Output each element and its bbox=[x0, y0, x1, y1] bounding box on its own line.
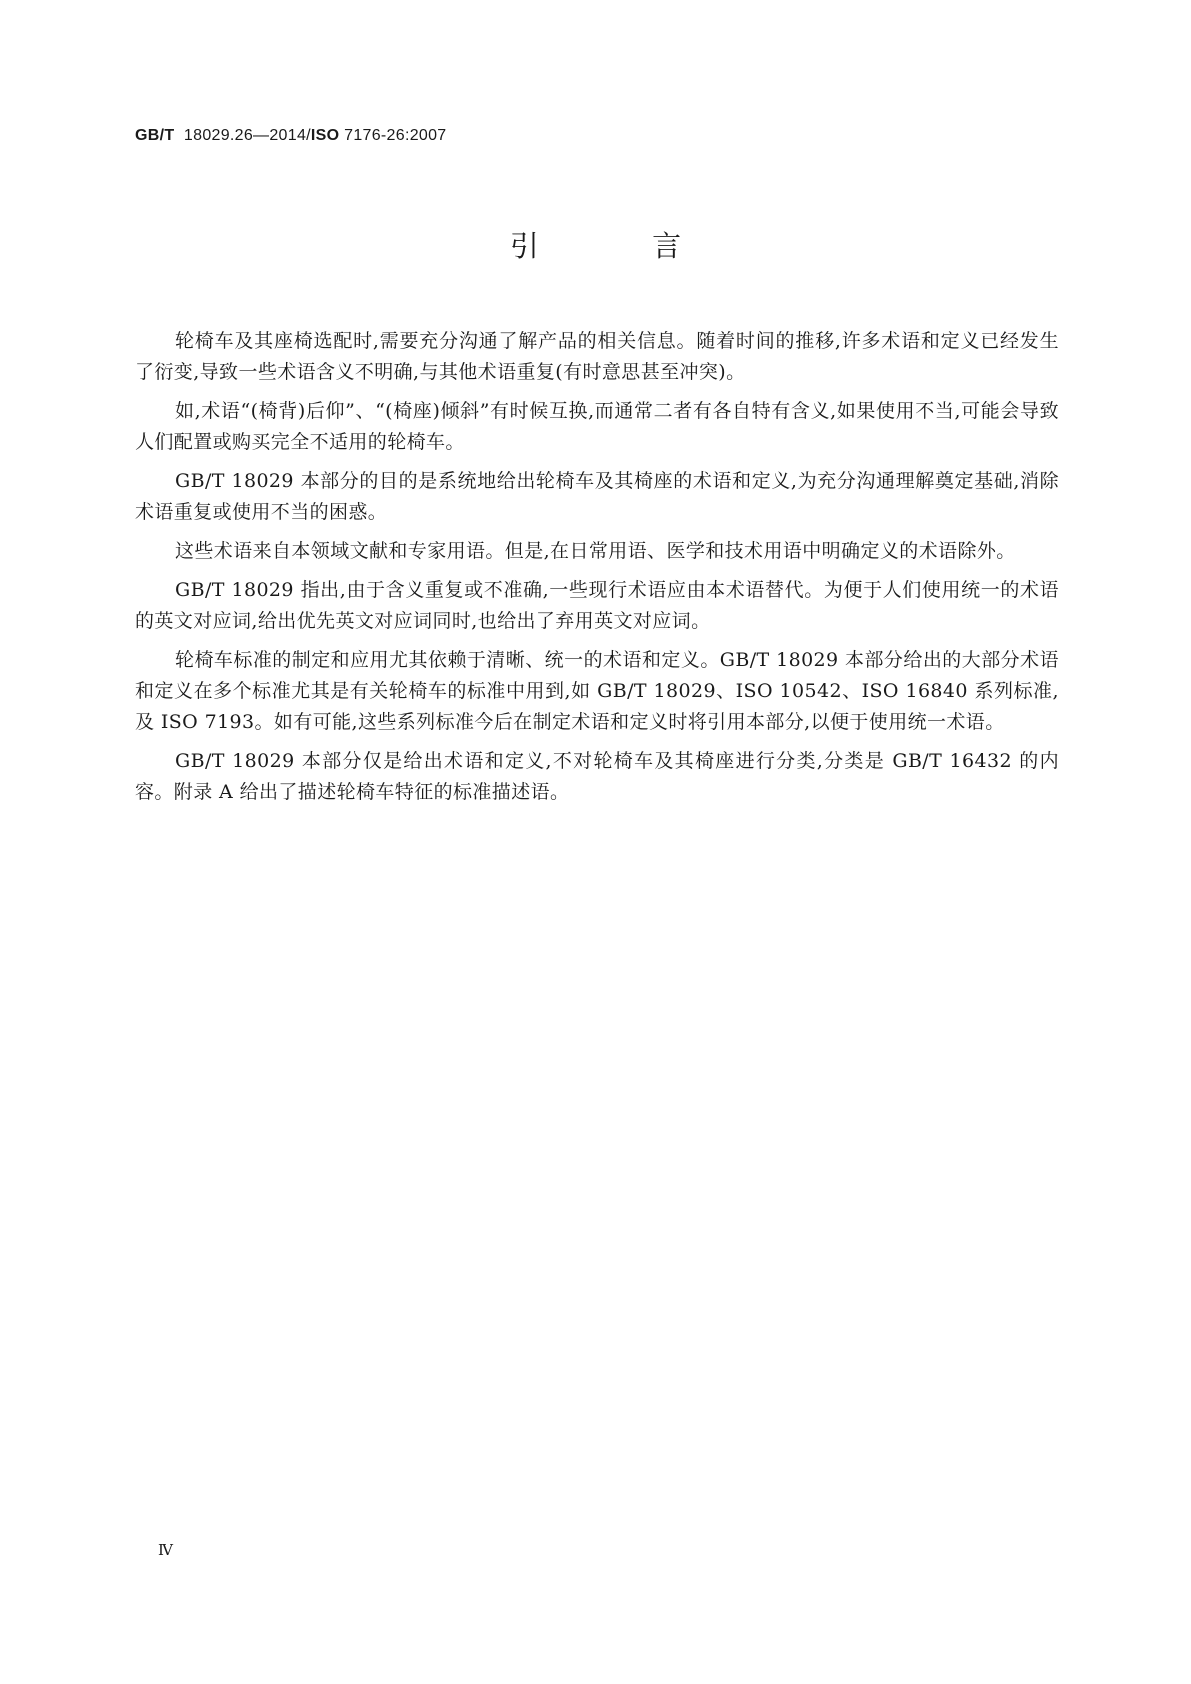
paragraph: 如,术语“(椅背)后仰”、“(椅座)倾斜”有时候互换,而通常二者有各自特有含义,如果使用不当,可能会导致人们配置或购买完全不适用的轮椅车。 bbox=[135, 400, 1059, 453]
iso-number: 7176-26:2007 bbox=[344, 127, 447, 144]
paragraph: GB/T 18029 本部分的目的是系统地给出轮椅车及其椅座的术语和定义,为充分沟通理解奠定基础,消除术语重复或使用不当的困惑。 bbox=[135, 470, 1059, 523]
page-number: Ⅳ bbox=[158, 1541, 173, 1559]
paragraph: 轮椅车及其座椅选配时,需要充分沟通了解产品的相关信息。随着时间的推移,许多术语和定义已经发生了衍变,导致一些术语含义不明确,与其他术语重复(有时意思甚至冲突)。 bbox=[135, 330, 1059, 383]
paragraph: 这些术语来自本领域文献和专家用语。但是,在日常用语、医学和技术用语中明确定义的术语除外。 bbox=[175, 540, 1016, 562]
standard-code: GB/T bbox=[135, 127, 175, 144]
page-title: 引 言 bbox=[509, 229, 734, 263]
iso-code: ISO bbox=[310, 127, 340, 144]
paragraph: GB/T 18029 指出,由于含义重复或不准确,一些现行术语应由本术语替代。为便于人们使用统一的术语的英文对应词,给出优先英文对应词同时,也给出了弃用英文对应词。 bbox=[135, 579, 1059, 632]
document-header bbox=[135, 127, 446, 145]
paragraph: GB/T 18029 本部分仅是给出术语和定义,不对轮椅车及其椅座进行分类,分类是 GB/T 16432 的内容。附录 A 给出了描述轮椅车特征的标准描述语。 bbox=[135, 750, 1059, 803]
paragraph: 轮椅车标准的制定和应用尤其依赖于清晰、统一的术语和定义。GB/T 18029 本部分给出的大部分术语和定义在多个标准尤其是有关轮椅车的标准中用到,如 GB/T 18029、ISO 10542、ISO 16840 系列标准,及 ISO 7193。如有可能,这些系列标准今后在制定术语和定义时将引用本部分,以便于使用统一术语。 bbox=[135, 649, 1059, 733]
introduction-body bbox=[135, 326, 1059, 816]
standard-number: 18029.26—2014/ bbox=[183, 127, 311, 144]
